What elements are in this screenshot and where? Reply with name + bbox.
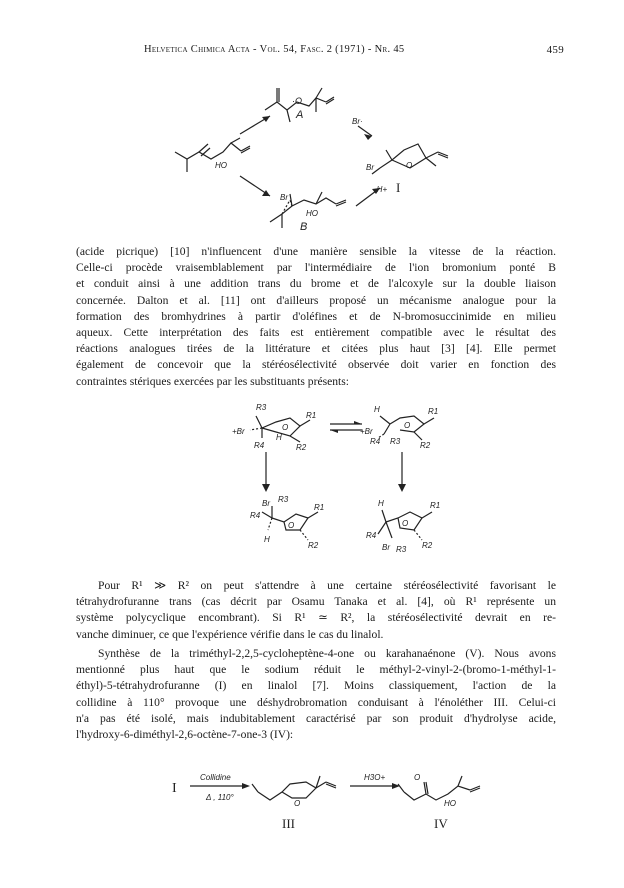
text-line: Celle-ci procède vraisemblablement par l'intermédiaire de l'ion bromonium ponté B [76,261,556,275]
text-line: collidine à 110° provoque une déshydrobromation conduisant à l'énoléther III. Celui-ci [76,695,556,709]
text-line: contraintes stériques exercées par les substituants présents: [76,374,350,388]
stereochemistry-scheme [0,394,624,564]
text-line: Pour R¹ ≫ R² on peut s'attendre à une certaine stéréosélectivité favorisant le [98,579,556,592]
label-H: H [378,499,384,508]
label-Br-plus: +Br [360,427,373,436]
label-H: H [374,405,380,414]
label-I: I [396,180,401,195]
text-line: et conduit ainsi à une addition trans du brome et de l'alcoxyle sur la double liaison [76,277,556,291]
label-O: O [404,421,411,430]
reaction-arrows [240,116,380,206]
reagent-H3O-plus: H3O+ [364,773,386,782]
text-line: formation des bromhydrines à partir d'oléfines et de N-bromosuccinimide en milieu [76,309,556,323]
label-R2: R2 [422,541,433,550]
label-R3: R3 [390,437,401,446]
label-R4: R4 [370,437,381,446]
label-B: B [300,221,308,233]
reagent-collidine: Collidine [200,773,231,782]
paragraph-mechanism [76,244,556,390]
label-R3: R3 [396,545,407,554]
label-start-I: I [172,781,177,796]
label-HO-IV: HO [444,799,456,808]
label-HO-B: HO [306,209,318,218]
text-line: aqueux. Cette interprétation des faits est entièrement compatible avec le résultat des [76,326,556,340]
label-O-III: O [294,799,301,808]
label-R2: R2 [308,541,319,550]
text-line: réactions analogues tirées de la littérature et citées plus haut [3] [4]. Elle permet [76,342,556,356]
label-HO-linalool: HO [215,161,227,170]
label-Br-B: Br [280,193,288,202]
text-line: éthyl)-5-tétrahydrofuranne (I) en linalol [7]. Moins classiquement, l'action de la [76,679,556,693]
reagent-conditions: Δ , 110° [206,793,234,802]
journal-title: Helvetica Chimica Acta - Vol. 54, Fasc. 2 (1971) - Nr. 45 [144,44,405,55]
text-line: concernée. Dalton et al. [11] ont d'ailleurs proposé un mécanisme analogue pour la [76,293,556,307]
text-line: l'hydroxy-6-diméthyl-2,6-octène-7-one-3 (IV): [76,728,294,742]
text-line: également de concevoir que la stéréosélectivité observée doit varier en fonction des [76,358,556,372]
label-R3: R3 [278,495,289,504]
label-O-IV: O [414,773,421,782]
text-line: système polycyclique encombrant). Si R¹ ≃ R², la stéréosélectivité devrait en re- [76,611,556,625]
label-O: O [288,521,295,530]
label-H-plus: -H+ [374,185,388,194]
label-R1: R1 [306,411,317,420]
running-header [76,44,564,60]
label-Br-radical: Br· [352,117,363,126]
label-III: III [282,816,295,831]
page-number: 459 [546,44,564,56]
label-Br-plus: +Br [232,427,245,436]
label-Br: Br [262,499,270,508]
text-line: Synthèse de la triméthyl-2,2,5-cycloheptène-4-one ou karahanaénone (V). Nous avons [98,647,556,660]
label-H: H [276,433,282,442]
label-O-radical: ·O [292,96,302,106]
label-R4: R4 [254,441,265,450]
label-R2: R2 [420,441,431,450]
text-line: tétrahydrofuranne trans (cas décrit par Osamu Tanaka et al. [4], où R¹ représente un [76,595,556,609]
label-Br-I: Br [366,163,374,172]
label-IV: IV [434,816,448,831]
paragraph-synthesis [76,646,556,743]
reaction-scheme-hydrolysis [0,746,624,846]
label-R3: R3 [256,403,267,412]
linalool-structure [175,138,250,172]
label-O: O [282,423,289,432]
label-O-I: O [406,161,413,170]
text-line: mentionné plus haut que le sodium réduit le méthyl-2-vinyl-2-(bromo-1-méthyl-1- [76,663,556,677]
text-line: vanche diminuer, ce que l'expérience vérifie dans le cas du linalol. [76,627,384,641]
paragraph-stereoselectivity [76,578,556,643]
label-O: O [402,519,409,528]
label-H: H [264,535,270,544]
label-R1: R1 [314,503,325,512]
text-line: (acide picrique) [10] n'influencent d'une manière sensible la vitesse de la réaction. [76,245,556,258]
label-R1: R1 [430,501,441,510]
label-R4: R4 [250,511,261,520]
text-line: n'a pas été isolé, mais indubitablement caractérisé par son produit d'hydrolyse acide, [76,711,556,725]
label-A: A [296,109,304,121]
reaction-scheme-bromination [0,72,624,242]
label-R2: R2 [296,443,307,452]
label-Br: Br [382,543,390,552]
label-R1: R1 [428,407,439,416]
label-R4: R4 [366,531,377,540]
